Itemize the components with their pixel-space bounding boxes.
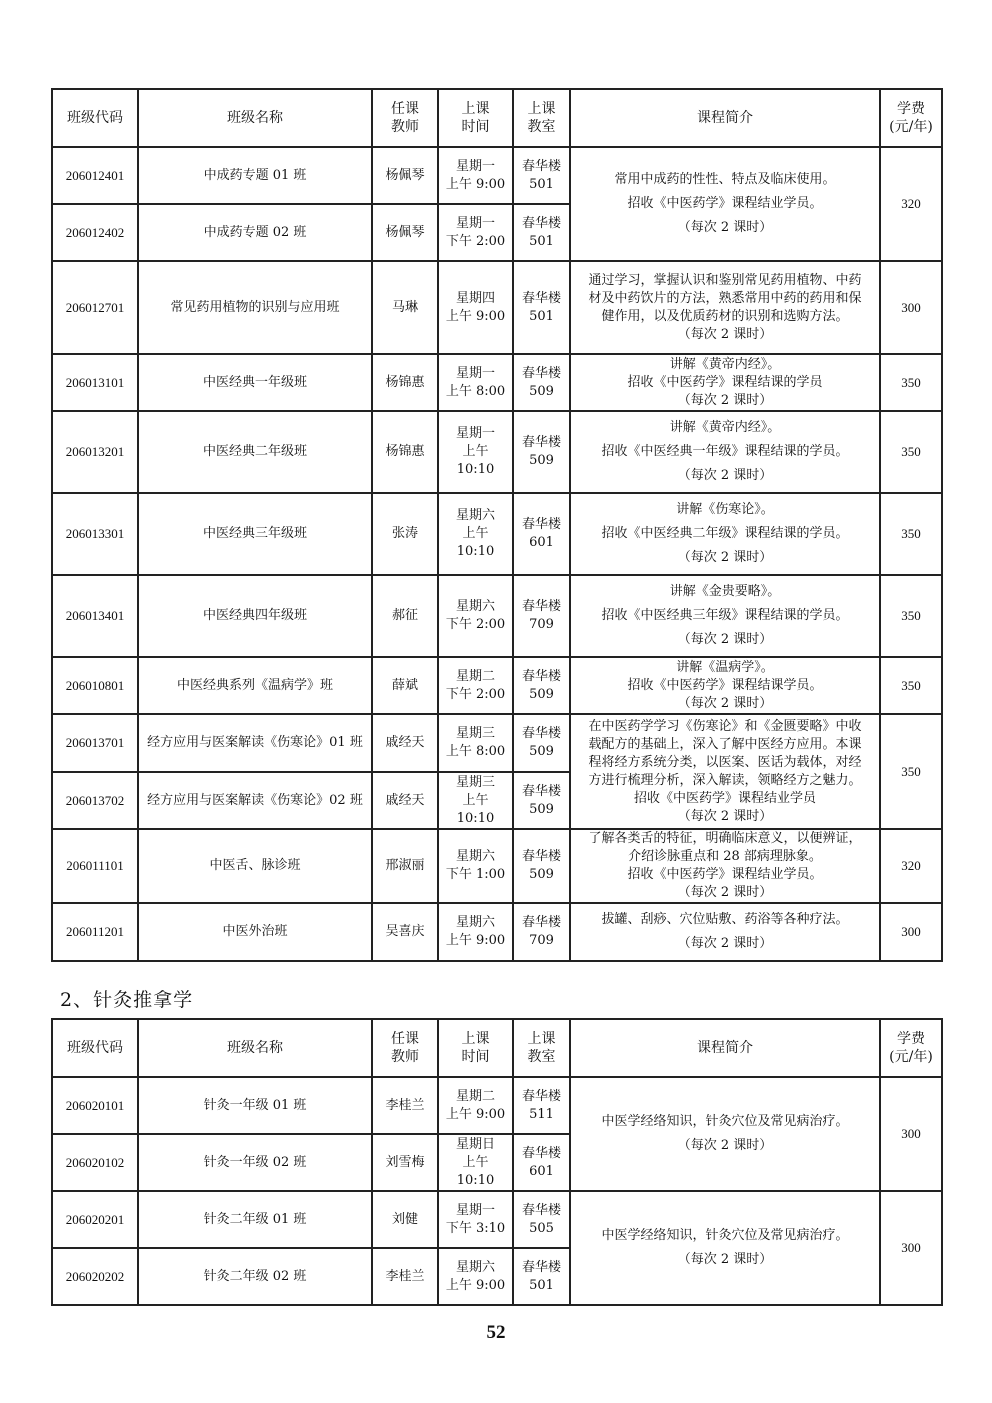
teacher: 郝征: [372, 575, 438, 657]
teacher: 杨锦惠: [372, 411, 438, 493]
classroom: 春华楼 501: [513, 204, 570, 261]
class-time: 星期二 上午 9:00: [438, 1077, 513, 1134]
course-table-1: [51, 88, 943, 962]
class-code: 206013702: [52, 772, 138, 829]
tuition-fee: 350: [880, 575, 942, 657]
class-code: 206010801: [52, 657, 138, 714]
col-header-desc: 课程简介: [570, 1019, 880, 1077]
classroom: 春华楼 509: [513, 829, 570, 903]
course-description: 讲解《温病学》。 招收《中医药学》课程结课学员。 （每次 2 课时）: [570, 657, 880, 714]
classroom: 春华楼 501: [513, 147, 570, 204]
teacher: 邢淑丽: [372, 829, 438, 903]
class-time: 星期六 上午 10:10: [438, 493, 513, 575]
tuition-fee: 350: [880, 657, 942, 714]
class-code: 206020202: [52, 1248, 138, 1305]
course-table-2: [51, 1018, 943, 1306]
classroom: 春华楼 501: [513, 261, 570, 354]
class-code: 206013701: [52, 714, 138, 772]
class-code: 206013101: [52, 354, 138, 411]
teacher: 马琳: [372, 261, 438, 354]
tuition-fee: 320: [880, 829, 942, 903]
course-description: 中医学经络知识，针灸穴位及常见病治疗。 （每次 2 课时）: [570, 1191, 880, 1305]
tuition-fee: 300: [880, 1191, 942, 1305]
class-code: 206011201: [52, 903, 138, 961]
table-row: [52, 493, 942, 575]
teacher: 薛斌: [372, 657, 438, 714]
class-code: 206013301: [52, 493, 138, 575]
class-time: 星期六 下午 2:00: [438, 575, 513, 657]
classroom: 春华楼 601: [513, 493, 570, 575]
teacher: 吴喜庆: [372, 903, 438, 961]
classroom: 春华楼 509: [513, 657, 570, 714]
class-name: 经方应用与医案解读《伤寒论》02 班: [138, 772, 372, 829]
class-code: 206013201: [52, 411, 138, 493]
course-description: 拔罐、刮痧、穴位贴敷、药浴等各种疗法。 （每次 2 课时）: [570, 903, 880, 961]
course-description: 讲解《黄帝内经》。 招收《中医经典一年级》课程结课的学员。 （每次 2 课时）: [570, 411, 880, 493]
classroom: 春华楼 509: [513, 772, 570, 829]
class-name: 针灸二年级 01 班: [138, 1191, 372, 1248]
class-name: 中医外治班: [138, 903, 372, 961]
class-code: 206013401: [52, 575, 138, 657]
class-time: 星期一 下午 2:00: [438, 204, 513, 261]
classroom: 春华楼 501: [513, 1248, 570, 1305]
class-code: 206012402: [52, 204, 138, 261]
class-name: 针灸一年级 02 班: [138, 1134, 372, 1191]
class-name: 中医经典系列《温病学》班: [138, 657, 372, 714]
table-row: [52, 261, 942, 354]
classroom: 春华楼 601: [513, 1134, 570, 1191]
class-time: 星期一 上午 9:00: [438, 147, 513, 204]
class-code: 206012701: [52, 261, 138, 354]
table-row: [52, 411, 942, 493]
class-code: 206020201: [52, 1191, 138, 1248]
teacher: 戚经天: [372, 772, 438, 829]
section-title-acupuncture: 2、针灸推拿学: [60, 989, 194, 1011]
class-time: 星期六 上午 9:00: [438, 1248, 513, 1305]
tuition-fee: 300: [880, 261, 942, 354]
col-header-desc: 课程简介: [570, 89, 880, 147]
tuition-fee: 350: [880, 714, 942, 829]
class-code: 206011101: [52, 829, 138, 903]
course-description: 在中医药学学习《伤寒论》和《金匮要略》中收 载配方的基础上，深入了解中医经方应用。本课 程将经方系统分类，以医案、医话为载体，对经 方进行梳理分析，深入解读，领略经方之魅力。 招收《中医药学》课程结业学员 （每次 2 课时）: [570, 714, 880, 829]
class-name: 中成药专题 02 班: [138, 204, 372, 261]
teacher: 杨锦惠: [372, 354, 438, 411]
teacher: 张涛: [372, 493, 438, 575]
col-header-name: 班级名称: [138, 1019, 372, 1077]
teacher: 李桂兰: [372, 1077, 438, 1134]
class-time: 星期一 上午 10:10: [438, 411, 513, 493]
col-header-time: 上课 时间: [438, 89, 513, 147]
tuition-fee: 350: [880, 411, 942, 493]
class-time: 星期三 上午 10:10: [438, 772, 513, 829]
class-code: 206020102: [52, 1134, 138, 1191]
teacher: 李桂兰: [372, 1248, 438, 1305]
header-row: [52, 89, 942, 147]
class-time: 星期一 上午 8:00: [438, 354, 513, 411]
page-number: 52: [486, 1322, 506, 1343]
classroom: 春华楼 505: [513, 1191, 570, 1248]
class-name: 经方应用与医案解读《伤寒论》01 班: [138, 714, 372, 772]
class-name: 中医经典二年级班: [138, 411, 372, 493]
col-header-fee: 学费 (元/年): [880, 89, 942, 147]
course-description: 中医学经络知识，针灸穴位及常见病治疗。 （每次 2 课时）: [570, 1077, 880, 1191]
class-time: 星期四 上午 9:00: [438, 261, 513, 354]
table-row: [52, 903, 942, 961]
course-description: 常用中成药的性性、特点及临床使用。 招收《中医药学》课程结业学员。 （每次 2 课时）: [570, 147, 880, 261]
course-description: 讲解《黄帝内经》。 招收《中医药学》课程结课的学员 （每次 2 课时）: [570, 354, 880, 411]
tuition-fee: 350: [880, 493, 942, 575]
teacher: 戚经天: [372, 714, 438, 772]
classroom: 春华楼 511: [513, 1077, 570, 1134]
class-name: 中医经典一年级班: [138, 354, 372, 411]
class-name: 中医经典三年级班: [138, 493, 372, 575]
tuition-fee: 300: [880, 1077, 942, 1191]
classroom: 春华楼 709: [513, 575, 570, 657]
class-code: 206012401: [52, 147, 138, 204]
table-row: [52, 147, 942, 204]
tuition-fee: 300: [880, 903, 942, 961]
teacher: 杨佩琴: [372, 204, 438, 261]
classroom: 春华楼 509: [513, 714, 570, 772]
course-description: 讲解《伤寒论》。 招收《中医经典二年级》课程结课的学员。 （每次 2 课时）: [570, 493, 880, 575]
col-header-teacher: 任课 教师: [372, 89, 438, 147]
teacher: 刘雪梅: [372, 1134, 438, 1191]
course-description: 通过学习，掌握认识和鉴别常见药用植物、中药 材及中药饮片的方法，熟悉常用中药的药用和保 健作用，以及优质药材的识别和选购方法。 （每次 2 课时）: [570, 261, 880, 354]
table-row: [52, 714, 942, 772]
col-header-room: 上课 教室: [513, 1019, 570, 1077]
class-time: 星期六 下午 1:00: [438, 829, 513, 903]
class-time: 星期六 上午 9:00: [438, 903, 513, 961]
classroom: 春华楼 509: [513, 354, 570, 411]
class-name: 针灸二年级 02 班: [138, 1248, 372, 1305]
col-header-name: 班级名称: [138, 89, 372, 147]
class-name: 中医舌、脉诊班: [138, 829, 372, 903]
table-row: [52, 354, 942, 411]
table-row: [52, 1191, 942, 1248]
course-description: 了解各类舌的特征，明确临床意义，以便辨证， 介绍诊脉重点和 28 部病理脉象。 招收《中医药学》课程结业学员。 （每次 2 课时）: [570, 829, 880, 903]
col-header-room: 上课 教室: [513, 89, 570, 147]
table-row: [52, 1077, 942, 1134]
teacher: 刘健: [372, 1191, 438, 1248]
col-header-code: 班级代码: [52, 89, 138, 147]
col-header-code: 班级代码: [52, 1019, 138, 1077]
classroom: 春华楼 709: [513, 903, 570, 961]
table-row: [52, 657, 942, 714]
class-code: 206020101: [52, 1077, 138, 1134]
table-row: [52, 575, 942, 657]
class-time: 星期日 上午 10:10: [438, 1134, 513, 1191]
tuition-fee: 350: [880, 354, 942, 411]
col-header-teacher: 任课 教师: [372, 1019, 438, 1077]
col-header-time: 上课 时间: [438, 1019, 513, 1077]
tuition-fee: 320: [880, 147, 942, 261]
col-header-fee: 学费 (元/年): [880, 1019, 942, 1077]
class-name: 中医经典四年级班: [138, 575, 372, 657]
class-name: 常见药用植物的识别与应用班: [138, 261, 372, 354]
class-time: 星期二 下午 2:00: [438, 657, 513, 714]
table-row: [52, 829, 942, 903]
class-name: 中成药专题 01 班: [138, 147, 372, 204]
course-description: 讲解《金贵要略》。 招收《中医经典三年级》课程结课的学员。 （每次 2 课时）: [570, 575, 880, 657]
class-time: 星期一 下午 3:10: [438, 1191, 513, 1248]
class-time: 星期三 上午 8:00: [438, 714, 513, 772]
header-row: [52, 1019, 942, 1077]
classroom: 春华楼 509: [513, 411, 570, 493]
teacher: 杨佩琴: [372, 147, 438, 204]
class-name: 针灸一年级 01 班: [138, 1077, 372, 1134]
